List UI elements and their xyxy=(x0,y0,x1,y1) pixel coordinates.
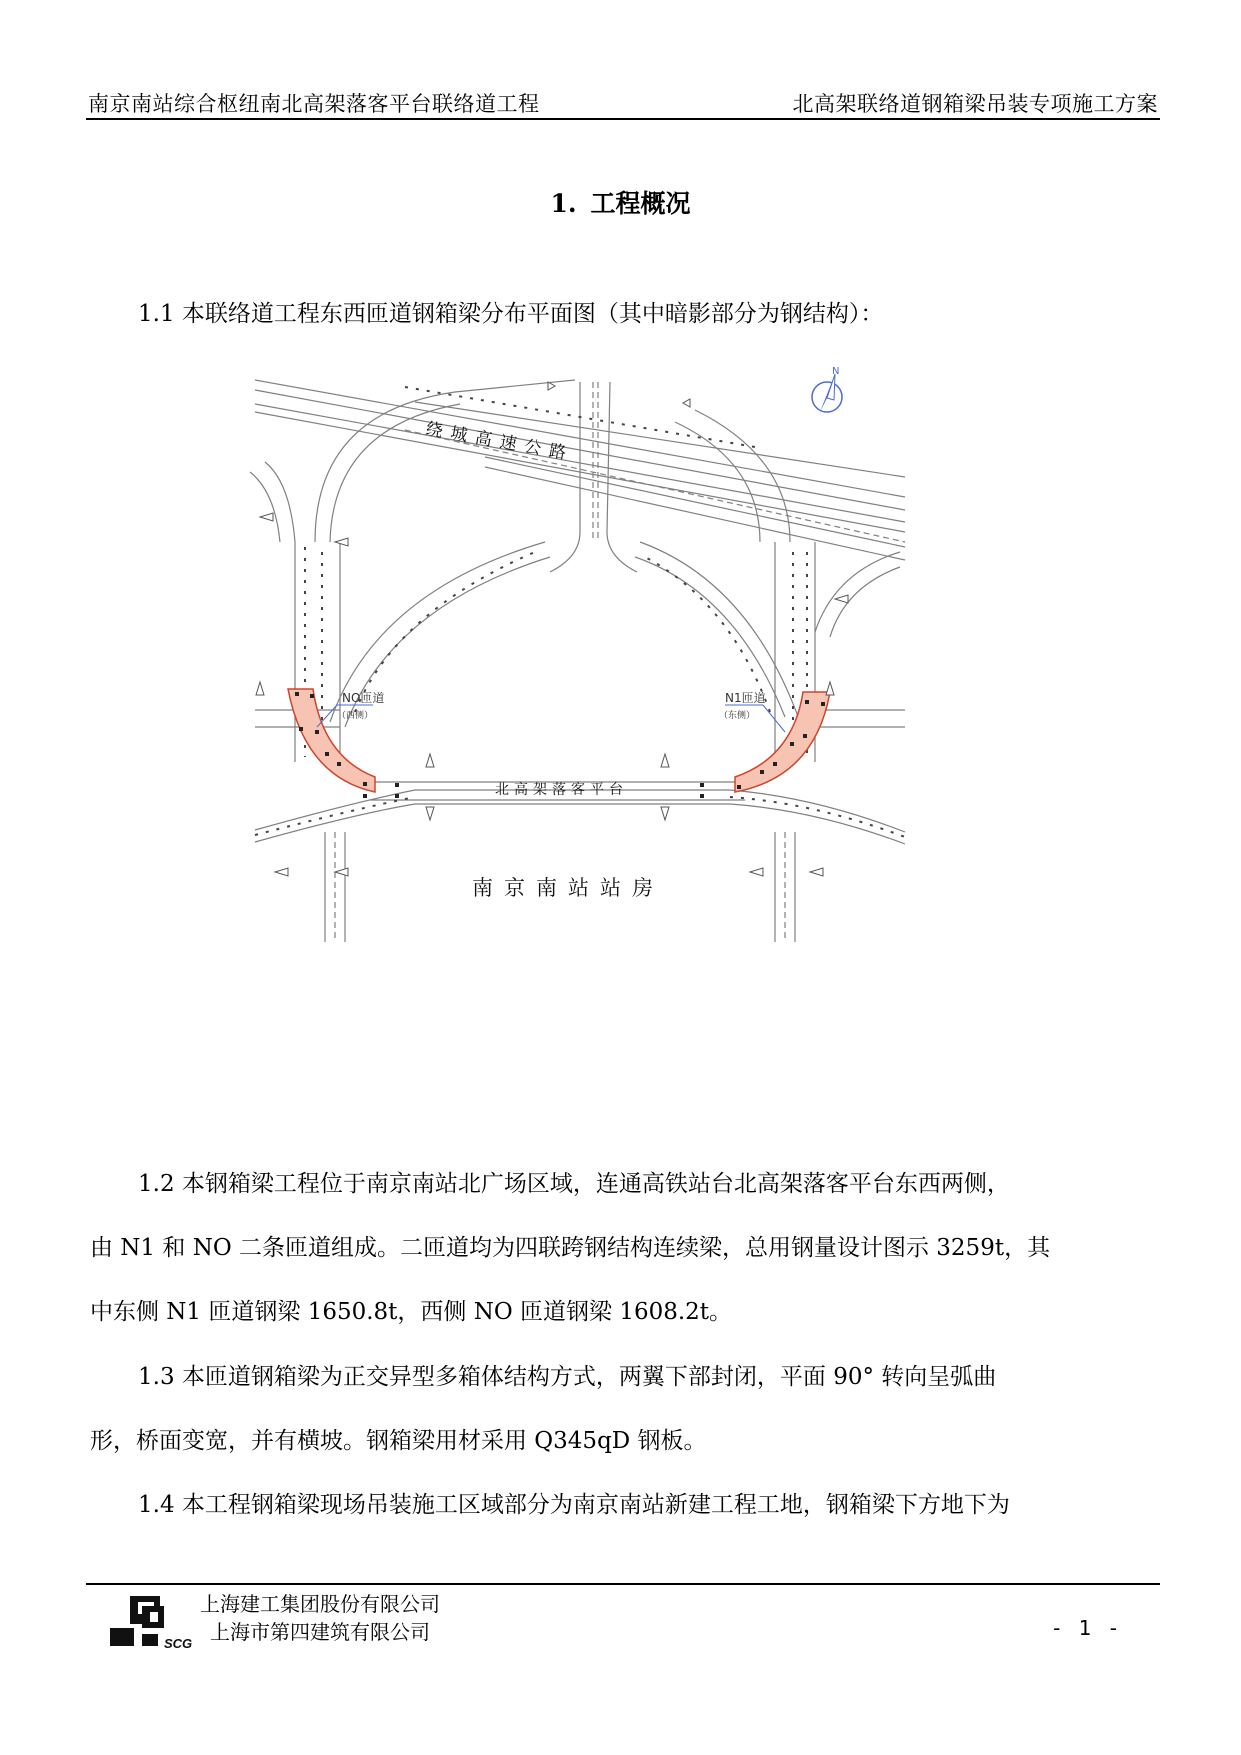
steel-girder-east xyxy=(735,692,830,792)
paragraph-1-2-line-2: 由 N1 和 NO 二条匝道组成。二匝道均为四联跨钢结构连续梁，总用钢量设计图示 3259t，其 xyxy=(90,1235,1051,1261)
paragraph-1-4-line-1: 1.4 本工程钢箱梁现场吊装施工区域部分为南京南站新建工程工地，钢箱梁下方地下为 xyxy=(138,1492,1010,1518)
road-linework xyxy=(250,380,905,942)
header-project-title: 南京南站综合枢纽南北高架落客平台联络道工程 xyxy=(88,92,540,116)
ramp-west-label: NO匝道 xyxy=(342,691,385,705)
section-heading: 工程概况 xyxy=(590,189,691,218)
north-arrow-icon xyxy=(812,366,842,412)
paragraph-1-3-line-1: 1.3 本匝道钢箱梁为正交异型多箱体结构方式，两翼下部封闭，平面 90° 转向呈弧曲 xyxy=(138,1364,997,1390)
header-document-title: 北高架联络道钢箱梁吊装专项施工方案 xyxy=(792,92,1158,116)
section-number: 1. xyxy=(550,189,577,218)
page-number: - 1 - xyxy=(1053,1616,1123,1640)
platform-label: 北高架落客平台 xyxy=(495,782,628,798)
station-label: 南京南站站房 xyxy=(472,876,664,900)
paragraph-1-1: 1.1 本联络道工程东西匝道钢箱梁分布平面图（其中暗影部分为钢结构）： xyxy=(138,301,884,327)
site-plan-figure xyxy=(255,366,985,1052)
company-logo xyxy=(108,1588,208,1650)
paragraph-1-3-line-2: 形，桥面变宽，并有横坡。钢箱梁用材采用 Q345qD 钢板。 xyxy=(90,1428,707,1454)
page-header xyxy=(88,88,1158,118)
logo-text: SCG xyxy=(164,1636,193,1651)
paragraph-1-2-line-1: 1.2 本钢箱梁工程位于南京南站北广场区域，连通高铁站台北高架落客平台东西两侧， xyxy=(138,1171,1010,1197)
footer-company-subsidiary: 上海市第四建筑有限公司 xyxy=(210,1620,430,1644)
paragraph-1-2-line-3: 中东侧 N1 匝道钢梁 1650.8t，西侧 NO 匝道钢梁 1608.2t。 xyxy=(90,1299,733,1325)
ramp-west-side: （西侧） xyxy=(337,711,374,721)
header-divider xyxy=(86,118,1160,120)
section-title xyxy=(0,184,1241,220)
ramp-east-side: （东侧） xyxy=(719,711,756,721)
footer-company-group: 上海建工集团股份有限公司 xyxy=(200,1592,440,1616)
highway-label: 绕城高速公路 xyxy=(424,419,576,465)
callout-leaders xyxy=(317,705,785,732)
north-label: N xyxy=(832,366,840,377)
footer-divider xyxy=(86,1583,1160,1585)
ramp-east-label: N1匝道 xyxy=(725,691,766,705)
